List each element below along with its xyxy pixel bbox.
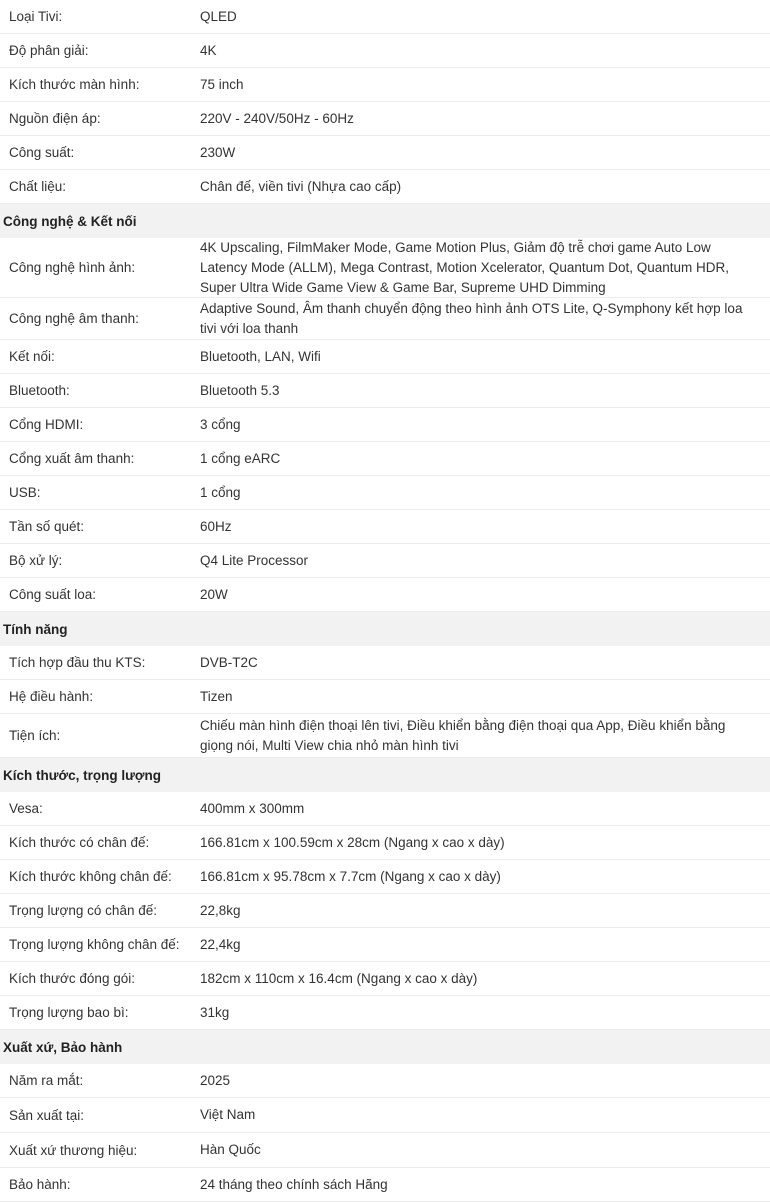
spec-value: 1 cổng xyxy=(200,484,241,500)
spec-row-tien-ich xyxy=(0,714,770,758)
spec-value: 166.81cm x 100.59cm x 28cm (Ngang x cao x dày) xyxy=(200,834,505,850)
spec-row-kich-thuoc-dong-goi xyxy=(0,962,770,996)
spec-label: Nguồn điện áp: xyxy=(9,111,101,126)
spec-value: Bluetooth 5.3 xyxy=(200,382,280,398)
spec-label: Tiện ích: xyxy=(9,728,61,743)
spec-label: Công nghệ hình ảnh: xyxy=(9,260,136,275)
spec-value: 166.81cm x 95.78cm x 7.7cm (Ngang x cao x dày) xyxy=(200,868,501,884)
spec-value: 22,8kg xyxy=(200,902,241,918)
spec-value: 4K xyxy=(200,42,217,58)
spec-row-xuat-xu-thuong-hieu xyxy=(0,1133,770,1168)
spec-row-kich-thuoc-khong-chan-de xyxy=(0,860,770,894)
spec-label: Loại Tivi: xyxy=(9,9,63,24)
spec-value: Tizen xyxy=(200,688,233,704)
spec-row-cong-nghe-am-thanh xyxy=(0,298,770,340)
spec-label: Độ phân giải: xyxy=(9,43,89,58)
spec-value: 75 inch xyxy=(200,76,244,92)
spec-value: Q4 Lite Processor xyxy=(200,552,309,568)
spec-row-he-dieu-hanh xyxy=(0,680,770,714)
spec-row-loai-tivi xyxy=(0,0,770,34)
spec-row-nam-ra-mat xyxy=(0,1064,770,1098)
spec-value: DVB-T2C xyxy=(200,654,258,670)
spec-label: Kích thước không chân đế: xyxy=(9,869,172,884)
spec-row-san-xuat-tai xyxy=(0,1098,770,1133)
spec-label: Xuất xứ thương hiệu: xyxy=(9,1142,138,1158)
spec-label: Trọng lượng không chân đế: xyxy=(9,937,180,952)
spec-value: 400mm x 300mm xyxy=(200,800,305,816)
spec-row-bao-hanh xyxy=(0,1168,770,1202)
spec-label: Công suất: xyxy=(9,145,75,160)
spec-row-kich-thuoc-man-hinh xyxy=(0,68,770,102)
spec-value: 220V - 240V/50Hz - 60Hz xyxy=(200,110,354,126)
spec-label: Trọng lượng có chân đế: xyxy=(9,903,157,918)
spec-value: Bluetooth, LAN, Wifi xyxy=(200,348,321,364)
spec-value: 2025 xyxy=(200,1072,231,1088)
spec-label: Công suất loa: xyxy=(9,587,97,602)
spec-row-vesa xyxy=(0,792,770,826)
spec-value: 24 tháng theo chính sách Hãng xyxy=(200,1176,388,1192)
spec-label: Kích thước đóng gói: xyxy=(9,971,135,986)
spec-row-ket-noi xyxy=(0,340,770,374)
section-header-cong-nghe-ket-noi: Công nghệ & Kết nối xyxy=(0,204,770,238)
spec-value: Chiếu màn hình điện thoại lên tivi, Điều khiển bằng điện thoại qua App, Điều khiển bằng giọng nói, Multi View chia nhỏ màn hình tivi xyxy=(200,717,726,753)
spec-value: QLED xyxy=(200,8,237,24)
spec-label: Cổng HDMI: xyxy=(9,417,84,432)
spec-label: Cổng xuất âm thanh: xyxy=(9,451,135,466)
spec-value: 60Hz xyxy=(200,518,232,534)
spec-row-trong-luong-bao-bi xyxy=(0,996,770,1030)
spec-row-bluetooth xyxy=(0,374,770,408)
spec-row-tan-so-quet xyxy=(0,510,770,544)
spec-label: Công nghệ âm thanh: xyxy=(9,311,139,326)
spec-row-cong-hdmi xyxy=(0,408,770,442)
section-header-tinh-nang: Tính năng xyxy=(0,612,770,646)
spec-label: Kích thước có chân đế: xyxy=(9,835,150,850)
spec-label: Chất liệu: xyxy=(9,179,67,194)
spec-value: 1 cổng eARC xyxy=(200,450,281,466)
spec-row-kich-thuoc-co-chan-de xyxy=(0,826,770,860)
spec-row-tich-hop-dau-thu-kts xyxy=(0,646,770,680)
spec-label: Vesa: xyxy=(9,801,43,816)
spec-value: 3 cổng xyxy=(200,416,241,432)
spec-row-usb xyxy=(0,476,770,510)
spec-value: 22,4kg xyxy=(200,936,241,952)
spec-label: Kích thước màn hình: xyxy=(9,77,140,92)
spec-label: USB: xyxy=(9,485,41,500)
spec-row-cong-xuat-am-thanh xyxy=(0,442,770,476)
spec-label: Bluetooth: xyxy=(9,383,70,398)
spec-row-bo-xu-ly xyxy=(0,544,770,578)
spec-label: Tích hợp đầu thu KTS: xyxy=(9,655,146,670)
spec-label: Bảo hành: xyxy=(9,1177,71,1192)
spec-value: 20W xyxy=(200,586,228,602)
spec-value: Hàn Quốc xyxy=(200,1142,261,1157)
spec-label: Kết nối: xyxy=(9,349,55,364)
spec-row-trong-luong-khong-chan-de xyxy=(0,928,770,962)
spec-row-cong-suat xyxy=(0,136,770,170)
spec-value: Adaptive Sound, Âm thanh chuyển động theo hình ảnh OTS Lite, Q-Symphony kết hợp loa tivi với loa thanh xyxy=(200,300,743,336)
spec-value: 31kg xyxy=(200,1004,230,1020)
spec-label: Sản xuất tại: xyxy=(9,1107,85,1123)
spec-label: Trọng lượng bao bì: xyxy=(9,1005,129,1020)
spec-value: Chân đế, viền tivi (Nhựa cao cấp) xyxy=(200,178,402,194)
spec-value: Việt Nam xyxy=(200,1107,256,1122)
spec-row-do-phan-giai xyxy=(0,34,770,68)
spec-value: 4K Upscaling, FilmMaker Mode, Game Motion Plus, Giảm độ trễ chơi game Auto Low Latency Mode (ALLM), Mega Contrast, Motion Xcelerator, Quantum Dot, Quantum HDR, Super Ultra Wide Game View & Game Bar, Supreme UHD Dimming xyxy=(200,239,729,295)
section-header-kich-thuoc-trong-luong: Kích thước, trọng lượng xyxy=(0,758,770,792)
spec-value: 230W xyxy=(200,144,236,160)
spec-row-chat-lieu xyxy=(0,170,770,204)
spec-label: Tần số quét: xyxy=(9,519,85,534)
spec-value: 182cm x 110cm x 16.4cm (Ngang x cao x dày) xyxy=(200,970,478,986)
spec-row-cong-nghe-hinh-anh xyxy=(0,238,770,298)
section-header-xuat-xu-bao-hanh: Xuất xứ, Bảo hành xyxy=(0,1030,770,1064)
spec-label: Bộ xử lý: xyxy=(9,553,63,568)
spec-label: Năm ra mắt: xyxy=(9,1073,84,1088)
spec-row-nguon-dien-ap xyxy=(0,102,770,136)
spec-label: Hệ điều hành: xyxy=(9,689,94,704)
spec-row-trong-luong-co-chan-de xyxy=(0,894,770,928)
spec-row-cong-suat-loa xyxy=(0,578,770,612)
